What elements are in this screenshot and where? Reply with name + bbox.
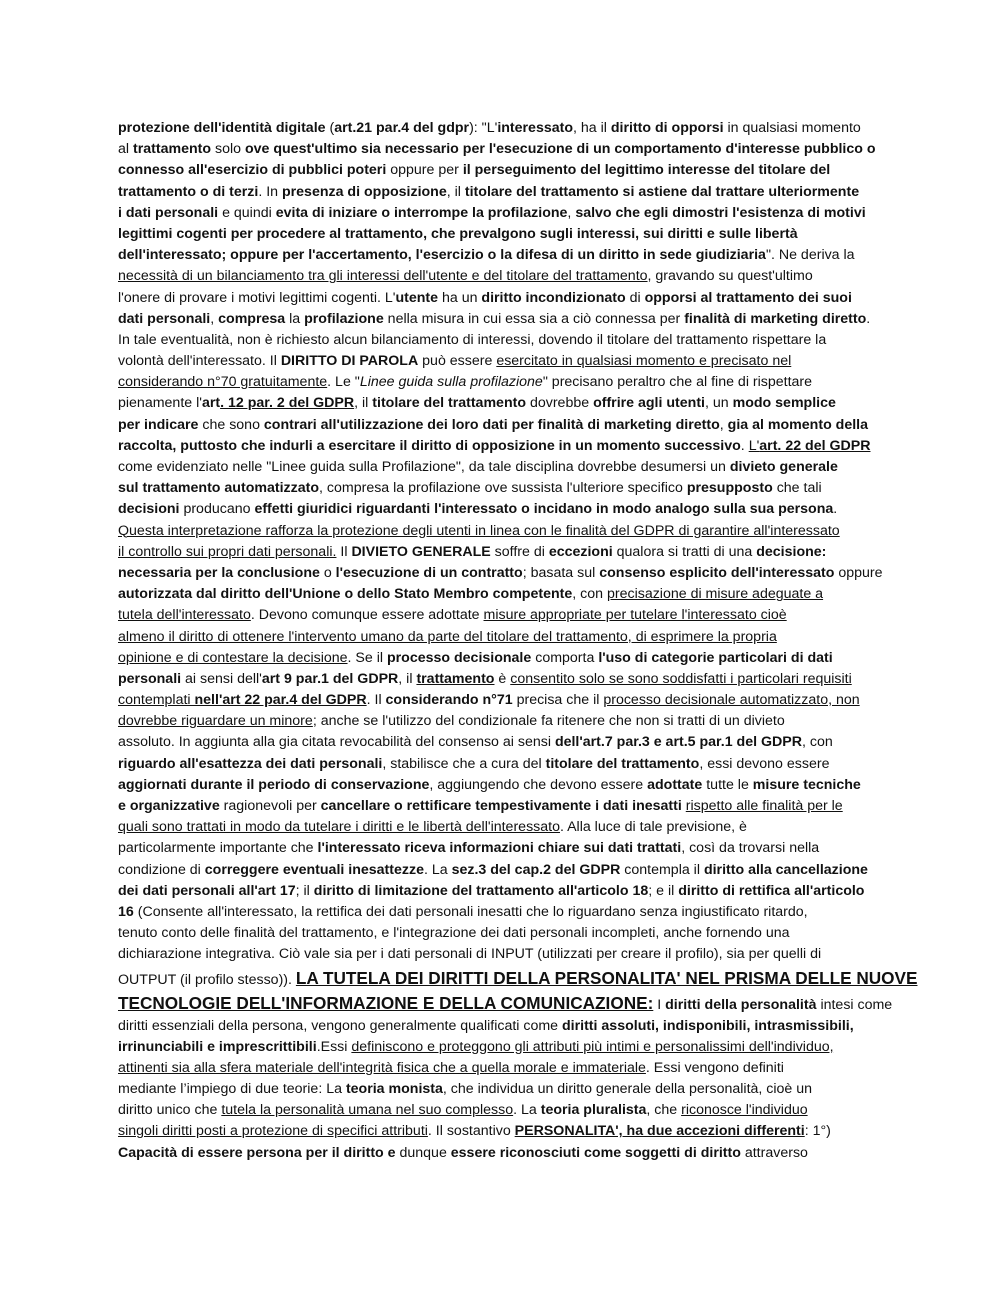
text-span: ". Ne deriva la <box>765 247 855 264</box>
text-span: come evidenziato nelle "Linee guida sulla Profilazione", da tale disciplina dovrebbe desumersi un <box>118 459 730 475</box>
text-line <box>118 499 882 520</box>
text-span: compresa <box>218 310 286 327</box>
text-span: diritto di opporsi <box>610 120 724 136</box>
text-line <box>118 1100 882 1121</box>
text-span: l'onere di provare i motivi legittimi cogenti. L' <box>118 289 396 306</box>
text-span: opinione e di contestare la decisione <box>118 649 348 666</box>
text-span: presenza di opposizione <box>281 183 447 200</box>
text-span: la <box>285 310 305 327</box>
text-span: solo <box>211 141 245 158</box>
text-line <box>118 817 882 838</box>
text-line <box>118 944 882 965</box>
text-span: , stabilisce che a cura del <box>382 755 546 772</box>
text-line <box>118 860 882 881</box>
text-span: che sono <box>198 416 264 433</box>
text-span: pienamente l' <box>118 395 202 412</box>
text-span: gia al momento della <box>727 416 869 433</box>
text-span: attinenti sia alla sfera materiale dell'integrità fisica che a quella morale e immateriale <box>118 1059 646 1076</box>
text-span: è <box>494 670 511 687</box>
text-line <box>118 139 882 160</box>
text-line <box>118 160 882 181</box>
text-span: tutte le <box>702 776 753 793</box>
text-line <box>118 351 882 372</box>
text-span: I <box>653 996 666 1013</box>
text-span: diritto unico che <box>118 1102 222 1119</box>
text-span: diritti della personalità <box>665 996 817 1013</box>
text-line <box>118 372 882 393</box>
text-line <box>118 415 882 436</box>
text-span: tenuto conto delle finalità del trattamento, e l'integrazione dei dati personali incompleti, anche fornendo una <box>118 925 790 942</box>
text-span: legittimi cogenti per procedere al trattamento, che prevalgono sugli interessi, sui diritti e sulle libertà <box>118 225 798 242</box>
text-span: salvo che egli dimostri l'esistenza di motivi <box>575 204 866 221</box>
text-line <box>118 563 882 584</box>
text-span: dell'interessato; oppure per l'accertamento, l'esercizio o la difesa di un diritto in sede giudiziaria <box>118 247 766 264</box>
document-page <box>118 118 918 1164</box>
text-span: evita di iniziare o interrompe la profilazione <box>275 204 568 221</box>
text-span: diritto di rettifica all'articolo <box>678 882 865 899</box>
text-line <box>118 627 882 648</box>
text-span: ragionevoli per <box>219 798 321 814</box>
text-span: . In <box>258 183 282 200</box>
text-span: PERSONALITA', ha due accezioni differenti <box>514 1123 805 1140</box>
text-span: , <box>210 310 219 327</box>
text-span: art.21 par.4 del gdpr <box>334 120 470 136</box>
text-span: in qualsiasi momento <box>723 120 861 136</box>
text-span: condizione di <box>118 861 205 878</box>
text-span: riguardo all'esattezza dei dati personali <box>118 755 383 772</box>
text-span: . Il <box>366 692 386 709</box>
text-span: esercitato in qualsiasi momento e precisato nel <box>496 353 792 370</box>
text-span: . Il sostantivo <box>427 1123 515 1140</box>
text-span: titolare del trattamento <box>372 395 527 412</box>
text-span: finalità di marketing diretto <box>684 310 867 327</box>
text-span: " precisano peraltro che al fine di rispettare <box>542 374 813 391</box>
text-span: . Devono comunque essere adottate <box>250 607 484 624</box>
text-span: comporta <box>531 649 599 666</box>
text-span: sez.3 del cap.2 del GDPR <box>451 861 621 878</box>
text-span: modo semplice <box>732 395 836 412</box>
text-span: utente <box>395 289 439 306</box>
text-span: . Alla luce di tale previsione, è <box>559 819 747 836</box>
text-span: DIVIETO GENERALE <box>351 543 491 560</box>
text-span: , <box>567 204 576 221</box>
text-span: dovrebbe riguardare un minore <box>118 713 313 730</box>
text-span: ; il <box>295 882 314 899</box>
text-span: o <box>386 162 399 179</box>
text-span: trattamento o di terzi <box>118 183 259 200</box>
text-span: considerando n°71 <box>385 692 513 709</box>
text-span: e organizzative <box>118 798 220 814</box>
text-span: , che individua un diritto generale della personalità, cioè un <box>442 1081 813 1098</box>
text-span: di <box>625 289 645 306</box>
text-span: ): "L' <box>469 120 498 136</box>
text-span: opporsi al trattamento dei suoi <box>644 289 852 306</box>
text-span: Il <box>336 543 352 560</box>
text-span: , <box>719 416 728 433</box>
text-span: e quindi <box>218 204 276 221</box>
text-span: raccolta, puttosto che indurli a esercitare il diritto di opposizione in un momento successivo <box>118 437 741 454</box>
text-span: connesso all'esercizio di pubblici poteri <box>118 162 387 179</box>
text-line <box>118 266 882 287</box>
text-span: contemplati <box>118 692 195 709</box>
text-span: i dati personali <box>118 204 219 221</box>
text-line <box>118 966 918 991</box>
text-span: decisioni <box>118 501 180 518</box>
text-span: assoluto. In aggiunta alla gia citata revocabilità del consenso ai sensi <box>118 734 555 751</box>
text-span: titolare del trattamento si astiene dal trattare ulteriormente <box>464 183 860 200</box>
text-span: necessaria per la conclusione <box>118 564 320 581</box>
text-line <box>118 923 882 944</box>
text-span: ; basata sul <box>522 564 600 581</box>
text-span: nella misura in cui essa sia a ciò connessa per <box>383 310 685 327</box>
text-span: ( <box>325 120 335 136</box>
text-span: definiscono e proteggono gli attributi più intimi e personalissimi dell'individuo, <box>351 1038 834 1055</box>
text-line <box>118 605 882 626</box>
text-line <box>118 182 882 203</box>
text-line <box>118 991 893 1016</box>
text-span: precisa che il <box>512 692 604 709</box>
text-span: ; anche se l'utilizzo del condizionale fa ritenere che non si tratti di un divieto <box>312 713 785 730</box>
text-line <box>118 838 882 859</box>
text-span: contempla il <box>620 861 704 878</box>
section-heading: LA TUTELA DEI DIRITTI DELLA PERSONALITA' NEL PRISMA DELLE NUOVE <box>295 967 918 988</box>
text-span: mediante l’impiego di due teorie: La <box>118 1081 346 1098</box>
text-line <box>118 330 882 351</box>
text-span: quali sono trattati in modo da tutelare i diritti e le libertà dell'interessato <box>118 819 560 836</box>
text-span: rispetto alle finalità per le <box>685 798 843 814</box>
text-span: personali <box>118 670 182 687</box>
text-span: OUTPUT (il profilo stesso)). <box>118 971 296 988</box>
text-span: sul trattamento automatizzato <box>118 480 320 497</box>
text-span: misure tecniche <box>752 776 861 793</box>
text-span: diritto incondizionato <box>481 289 626 306</box>
text-span: adottate <box>647 776 703 793</box>
text-span: diritto alla cancellazione <box>703 861 868 878</box>
text-span: diritti essenziali della persona, vengono generalmente qualificati come <box>118 1017 563 1034</box>
text-span: . La <box>513 1102 541 1119</box>
text-span: (Consente all'interessato, la rettifica dei dati personali inesatti che lo riguardano senza ingiustificato ritardo, <box>133 903 808 920</box>
text-span: .Essi <box>316 1038 352 1055</box>
text-line <box>118 203 882 224</box>
text-span: Capacità di essere persona per il diritto e <box>118 1144 396 1161</box>
text-line <box>118 224 882 245</box>
text-line <box>118 457 882 478</box>
text-line <box>118 584 882 605</box>
text-span: ha un <box>438 289 482 306</box>
text-span: , essi devono essere <box>699 755 830 772</box>
text-span: precisazione di misure adeguate a <box>606 586 824 603</box>
text-span: art. 22 del GDPR <box>759 437 871 454</box>
text-span: autorizzata dal diritto dell'Unione o dello Stato Membro competente <box>118 586 573 603</box>
text-span: dati personali <box>118 310 211 327</box>
text-span: consentito solo se sono soddisfatti i particolari requisiti <box>510 670 852 687</box>
text-span: oppure <box>834 564 883 581</box>
text-span: consenso esplicito dell'interessato <box>599 564 835 581</box>
text-span: DIRITTO DI PAROLA <box>280 353 419 370</box>
text-span: , aggiungendo che devono essere <box>429 776 648 793</box>
text-span: correggere eventuali inesattezze <box>204 861 424 878</box>
text-span: tutela dell'interessato <box>118 607 251 624</box>
text-line <box>118 288 882 309</box>
text-line <box>118 118 882 139</box>
text-span: , gravando su quest'ultimo <box>647 268 813 285</box>
text-span: presupposto <box>686 480 773 497</box>
text-span: dei dati personali all'art 17 <box>118 882 296 899</box>
text-span: offrire agli utenti <box>593 395 705 412</box>
text-span: profilazione <box>304 310 384 327</box>
text-span: ; e il <box>648 882 679 899</box>
text-span: Linee guida sulla profilazione <box>359 374 543 391</box>
text-span: : 1°) <box>804 1123 831 1140</box>
text-span: tutela la personalità umana nel suo complesso <box>221 1102 514 1119</box>
text-span: , con <box>801 734 833 751</box>
text-line <box>118 1079 882 1100</box>
text-span: l'esecuzione di un contratto <box>335 564 523 581</box>
text-span: In tale eventualità, non è richiesto alcun bilanciamento di interessi, dovendo il titolare del trattamento rispettare la <box>118 331 827 348</box>
text-span: trattamento <box>132 141 212 158</box>
text-span: , compresa la profilazione ove sussista l'ulteriore specifico <box>319 480 687 497</box>
text-span: decisione: <box>756 543 827 560</box>
text-span: dell'art.7 par.3 e art.5 par.1 del GDPR <box>554 734 802 751</box>
text-line <box>118 245 882 266</box>
text-span: attraverso <box>740 1144 808 1161</box>
text-line <box>118 690 882 711</box>
text-span: . La <box>423 861 452 878</box>
section-heading: TECNOLOGIE DELL'INFORMAZIONE E DELLA COMUNICAZIONE: <box>118 992 654 1013</box>
text-span: ppure per <box>398 162 463 179</box>
text-line <box>118 1058 882 1079</box>
text-span: diritto di limitazione del trattamento all'articolo 18 <box>313 882 649 899</box>
text-span: trattamento <box>416 670 495 687</box>
text-span: interessato <box>497 120 574 136</box>
text-span: può essere <box>418 353 497 370</box>
text-span: l'uso di categorie particolari di dati <box>598 649 833 666</box>
text-line <box>118 1143 882 1164</box>
text-span: intesi come <box>816 996 893 1013</box>
text-span: divieto generale <box>729 459 838 475</box>
text-line <box>118 902 882 923</box>
text-line <box>118 309 882 330</box>
text-span: cancellare o rettificare tempestivamente i dati inesatti <box>320 798 682 814</box>
text-span: dichiarazione integrativa. Ciò vale sia per i dati personali di INPUT (utilizzati per creare il profilo), sia per quelli di <box>118 946 822 963</box>
text-span: L' <box>748 437 760 454</box>
text-span: . <box>740 437 749 454</box>
text-line <box>118 1016 882 1037</box>
text-span: l'interessato riceva informazioni chiare sui dati trattati <box>317 840 682 857</box>
text-line <box>118 1037 882 1058</box>
text-span: , così da trovarsi nella <box>681 840 820 857</box>
text-span: o <box>319 564 336 581</box>
text-line <box>118 1121 882 1142</box>
text-line <box>118 542 882 563</box>
text-span: processo decisionale <box>386 649 532 666</box>
text-line <box>118 393 882 414</box>
text-span: , ha il <box>573 120 611 136</box>
text-span: almeno il diritto di ottenere l'intervento umano da parte del titolare del trattamento, di esprimere la propria <box>118 628 777 645</box>
text-span: irrinunciabili e imprescrittibili <box>118 1038 317 1055</box>
text-span: necessità di un bilanciamento tra gli interessi dell'utente e del titolare del trattamento <box>118 268 648 285</box>
text-span: riconosce l'individuo <box>681 1102 808 1119</box>
text-span: . 12 par. 2 del GDPR <box>220 395 355 412</box>
text-span: titolare del trattamento <box>545 755 700 772</box>
text-span: soffre di <box>490 543 549 560</box>
text-span: producano <box>179 501 255 518</box>
text-span: processo decisionale automatizzato, non <box>603 692 860 709</box>
text-span: protezione dell'identità digitale <box>118 120 326 136</box>
text-span: il perseguimento del legittimo interesse del titolare del <box>462 162 831 179</box>
text-span: aggiornati durante il periodo di conservazione <box>118 776 430 793</box>
text-span: . Se il <box>347 649 387 666</box>
text-line <box>118 436 882 457</box>
text-line <box>118 648 882 669</box>
text-span: diritti assoluti, indisponibili, intrasmissibili, <box>562 1017 854 1034</box>
text-span: contrari all'utilizzazione dei loro dati per finalità di marketing diretto <box>263 416 720 433</box>
text-span: Questa interpretazione rafforza la protezione degli utenti in linea con le finalità del GDPR di garantire all'interessato <box>118 522 840 539</box>
text-span: dunque <box>395 1144 451 1161</box>
text-line <box>118 732 882 753</box>
text-span: effetti giuridici riguardanti l'interessato o incidano in modo analogo sulla sua persona <box>254 501 834 518</box>
text-span: art <box>201 395 221 412</box>
text-span: , con <box>572 586 607 603</box>
text-line <box>118 478 882 499</box>
text-span: . Le " <box>327 374 360 391</box>
text-span: , che <box>646 1102 682 1119</box>
text-span: singoli diritti posti a protezione di specifici attributi <box>118 1123 428 1140</box>
text-span: , il <box>446 183 465 200</box>
text-span: , un <box>705 395 733 412</box>
text-span: particolarmente importante che <box>118 840 318 857</box>
text-span: volontà dell'interessato. Il <box>118 353 281 370</box>
text-span: per indicare <box>118 416 199 433</box>
text-span: misure appropriate per tutelare l'interessato cioè <box>483 607 787 624</box>
text-span: al <box>118 141 133 158</box>
text-span: teoria pluralista <box>540 1102 647 1119</box>
text-span: 16 <box>118 903 134 920</box>
text-line <box>118 521 882 542</box>
text-span: . <box>833 501 838 518</box>
text-span: . Essi vengono definiti <box>645 1059 784 1076</box>
text-span: dovrebbe <box>526 395 594 412</box>
text-span: . <box>866 310 871 327</box>
text-span: , il <box>354 395 373 412</box>
text-span: nell'art 22 par.4 del GDPR <box>194 692 367 709</box>
text-span: ai sensi dell' <box>181 670 262 687</box>
text-line <box>118 881 882 902</box>
text-span: teoria monista <box>345 1081 443 1098</box>
text-line <box>118 775 882 796</box>
text-span: che tali <box>772 480 822 497</box>
text-span: eccezioni <box>548 543 613 560</box>
text-span: qualora si tratti di una <box>612 543 757 560</box>
text-line <box>118 669 882 690</box>
text-line <box>118 754 882 775</box>
text-span: il controllo sui propri dati personali. <box>118 543 337 560</box>
text-span: art 9 par.1 del GDPR <box>261 670 399 687</box>
text-line <box>118 711 882 732</box>
text-span: considerando n°70 gratuitamente <box>118 374 328 391</box>
text-line <box>118 796 882 817</box>
text-span: essere riconosciuti come soggetti di diritto <box>450 1144 741 1161</box>
text-span: ove quest'ultimo sia necessario per l'esecuzione di un comportamento d'interesse pubblico o <box>244 141 876 158</box>
text-span: , il <box>398 670 417 687</box>
